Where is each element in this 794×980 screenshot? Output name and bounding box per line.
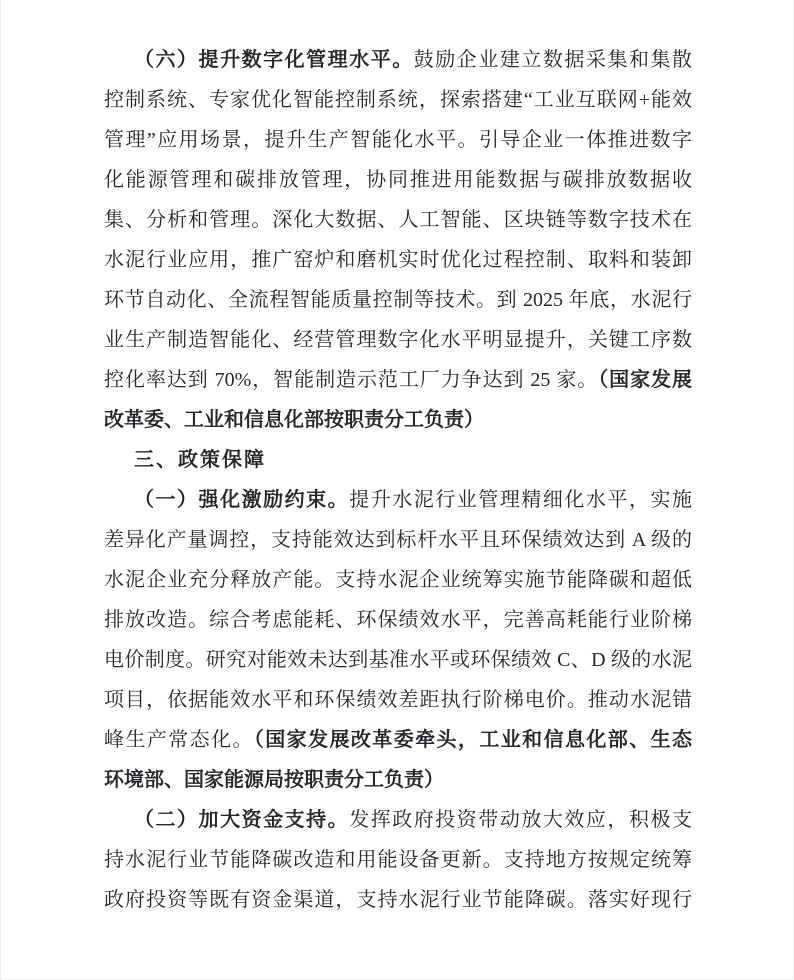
text-line (104, 600, 692, 640)
text-segment-lead: （一）强化激励约束。 (134, 489, 350, 511)
text-line (104, 720, 692, 760)
text-line (104, 480, 692, 520)
text-segment-body: 差异化产量调控，支持能效达到标杆水平且环保绩效达到 A 级的 (104, 529, 692, 551)
text-line (104, 240, 692, 280)
text-line (104, 880, 692, 920)
text-segment-body: 发挥政府投资带动放大效应，积极支 (349, 809, 692, 831)
text-segment-resp: 改革委、工业和信息化部按职责分工负责） (104, 409, 484, 431)
text-line (104, 280, 692, 320)
text-line (104, 800, 692, 840)
text-segment-body: 政府投资等既有资金渠道，支持水泥行业节能降碳。落实好现行 (104, 889, 692, 911)
text-line (104, 840, 692, 880)
text-segment-body: 排放改造。综合考虑能耗、环保绩效水平，完善高耗能行业阶梯 (104, 609, 692, 631)
text-segment-resp: （国家发展 (598, 369, 692, 391)
text-segment-body: 鼓励企业建立数据采集和集散 (413, 49, 692, 71)
text-segment-lead: （二）加大资金支持。 (134, 809, 350, 831)
text-segment-body: 电价制度。研究对能效未达到基准水平或环保绩效 C、D 级的水泥 (104, 649, 692, 671)
text-line (104, 360, 692, 400)
text-segment-body: 控化率达到 70%，智能制造示范工厂力争达到 25 家。 (104, 369, 599, 391)
text-segment-resp: （国家发展改革委牵头，工业和信息化部、生态 (253, 729, 692, 751)
text-line (104, 120, 692, 160)
document-text (104, 40, 692, 920)
text-line (104, 80, 692, 120)
text-line (104, 640, 692, 680)
text-line (104, 320, 692, 360)
text-line (104, 560, 692, 600)
text-segment-body: 集、分析和管理。深化大数据、人工智能、区块链等数字技术在 (104, 209, 692, 231)
text-segment-body: 环节自动化、全流程智能质量控制等技术。到 2025 年底，水泥行 (104, 289, 692, 311)
text-segment-body: 水泥行业应用，推广窑炉和磨机实时优化过程控制、取料和装卸 (104, 249, 692, 271)
text-line (104, 680, 692, 720)
text-line (104, 400, 692, 440)
text-segment-body: 持水泥行业节能降碳改造和用能设备更新。支持地方按规定统筹 (104, 849, 692, 871)
text-segment-resp: 环境部、国家能源局按职责分工负责） (104, 769, 444, 791)
text-segment-body: 业生产制造智能化、经营管理数字化水平明显提升，关键工序数 (104, 329, 692, 351)
text-segment-lead: （六）提升数字化管理水平。 (134, 49, 414, 71)
text-line (104, 760, 692, 800)
text-segment-heading: 三、政策保障 (134, 449, 266, 471)
text-segment-body: 化能源管理和碳排放管理，协同推进用能数据与碳排放数据收 (104, 169, 692, 191)
text-segment-body: 项目，依据能效水平和环保绩效差距执行阶梯电价。推动水泥错 (104, 689, 692, 711)
text-segment-body: 峰生产常态化。 (104, 729, 254, 751)
section-heading (104, 440, 692, 480)
text-segment-body: 提升水泥行业管理精细化水平，实施 (349, 489, 692, 511)
text-segment-body: 管理”应用场景，提升生产智能化水平。引导企业一体推进数字 (104, 129, 692, 151)
text-line (104, 520, 692, 560)
text-line (104, 160, 692, 200)
text-line (104, 40, 692, 80)
text-line (104, 200, 692, 240)
text-segment-body: 控制系统、专家优化智能控制系统，探索搭建“工业互联网+能效 (104, 89, 692, 111)
text-segment-body: 水泥企业充分释放产能。支持水泥企业统筹实施节能降碳和超低 (104, 569, 692, 591)
